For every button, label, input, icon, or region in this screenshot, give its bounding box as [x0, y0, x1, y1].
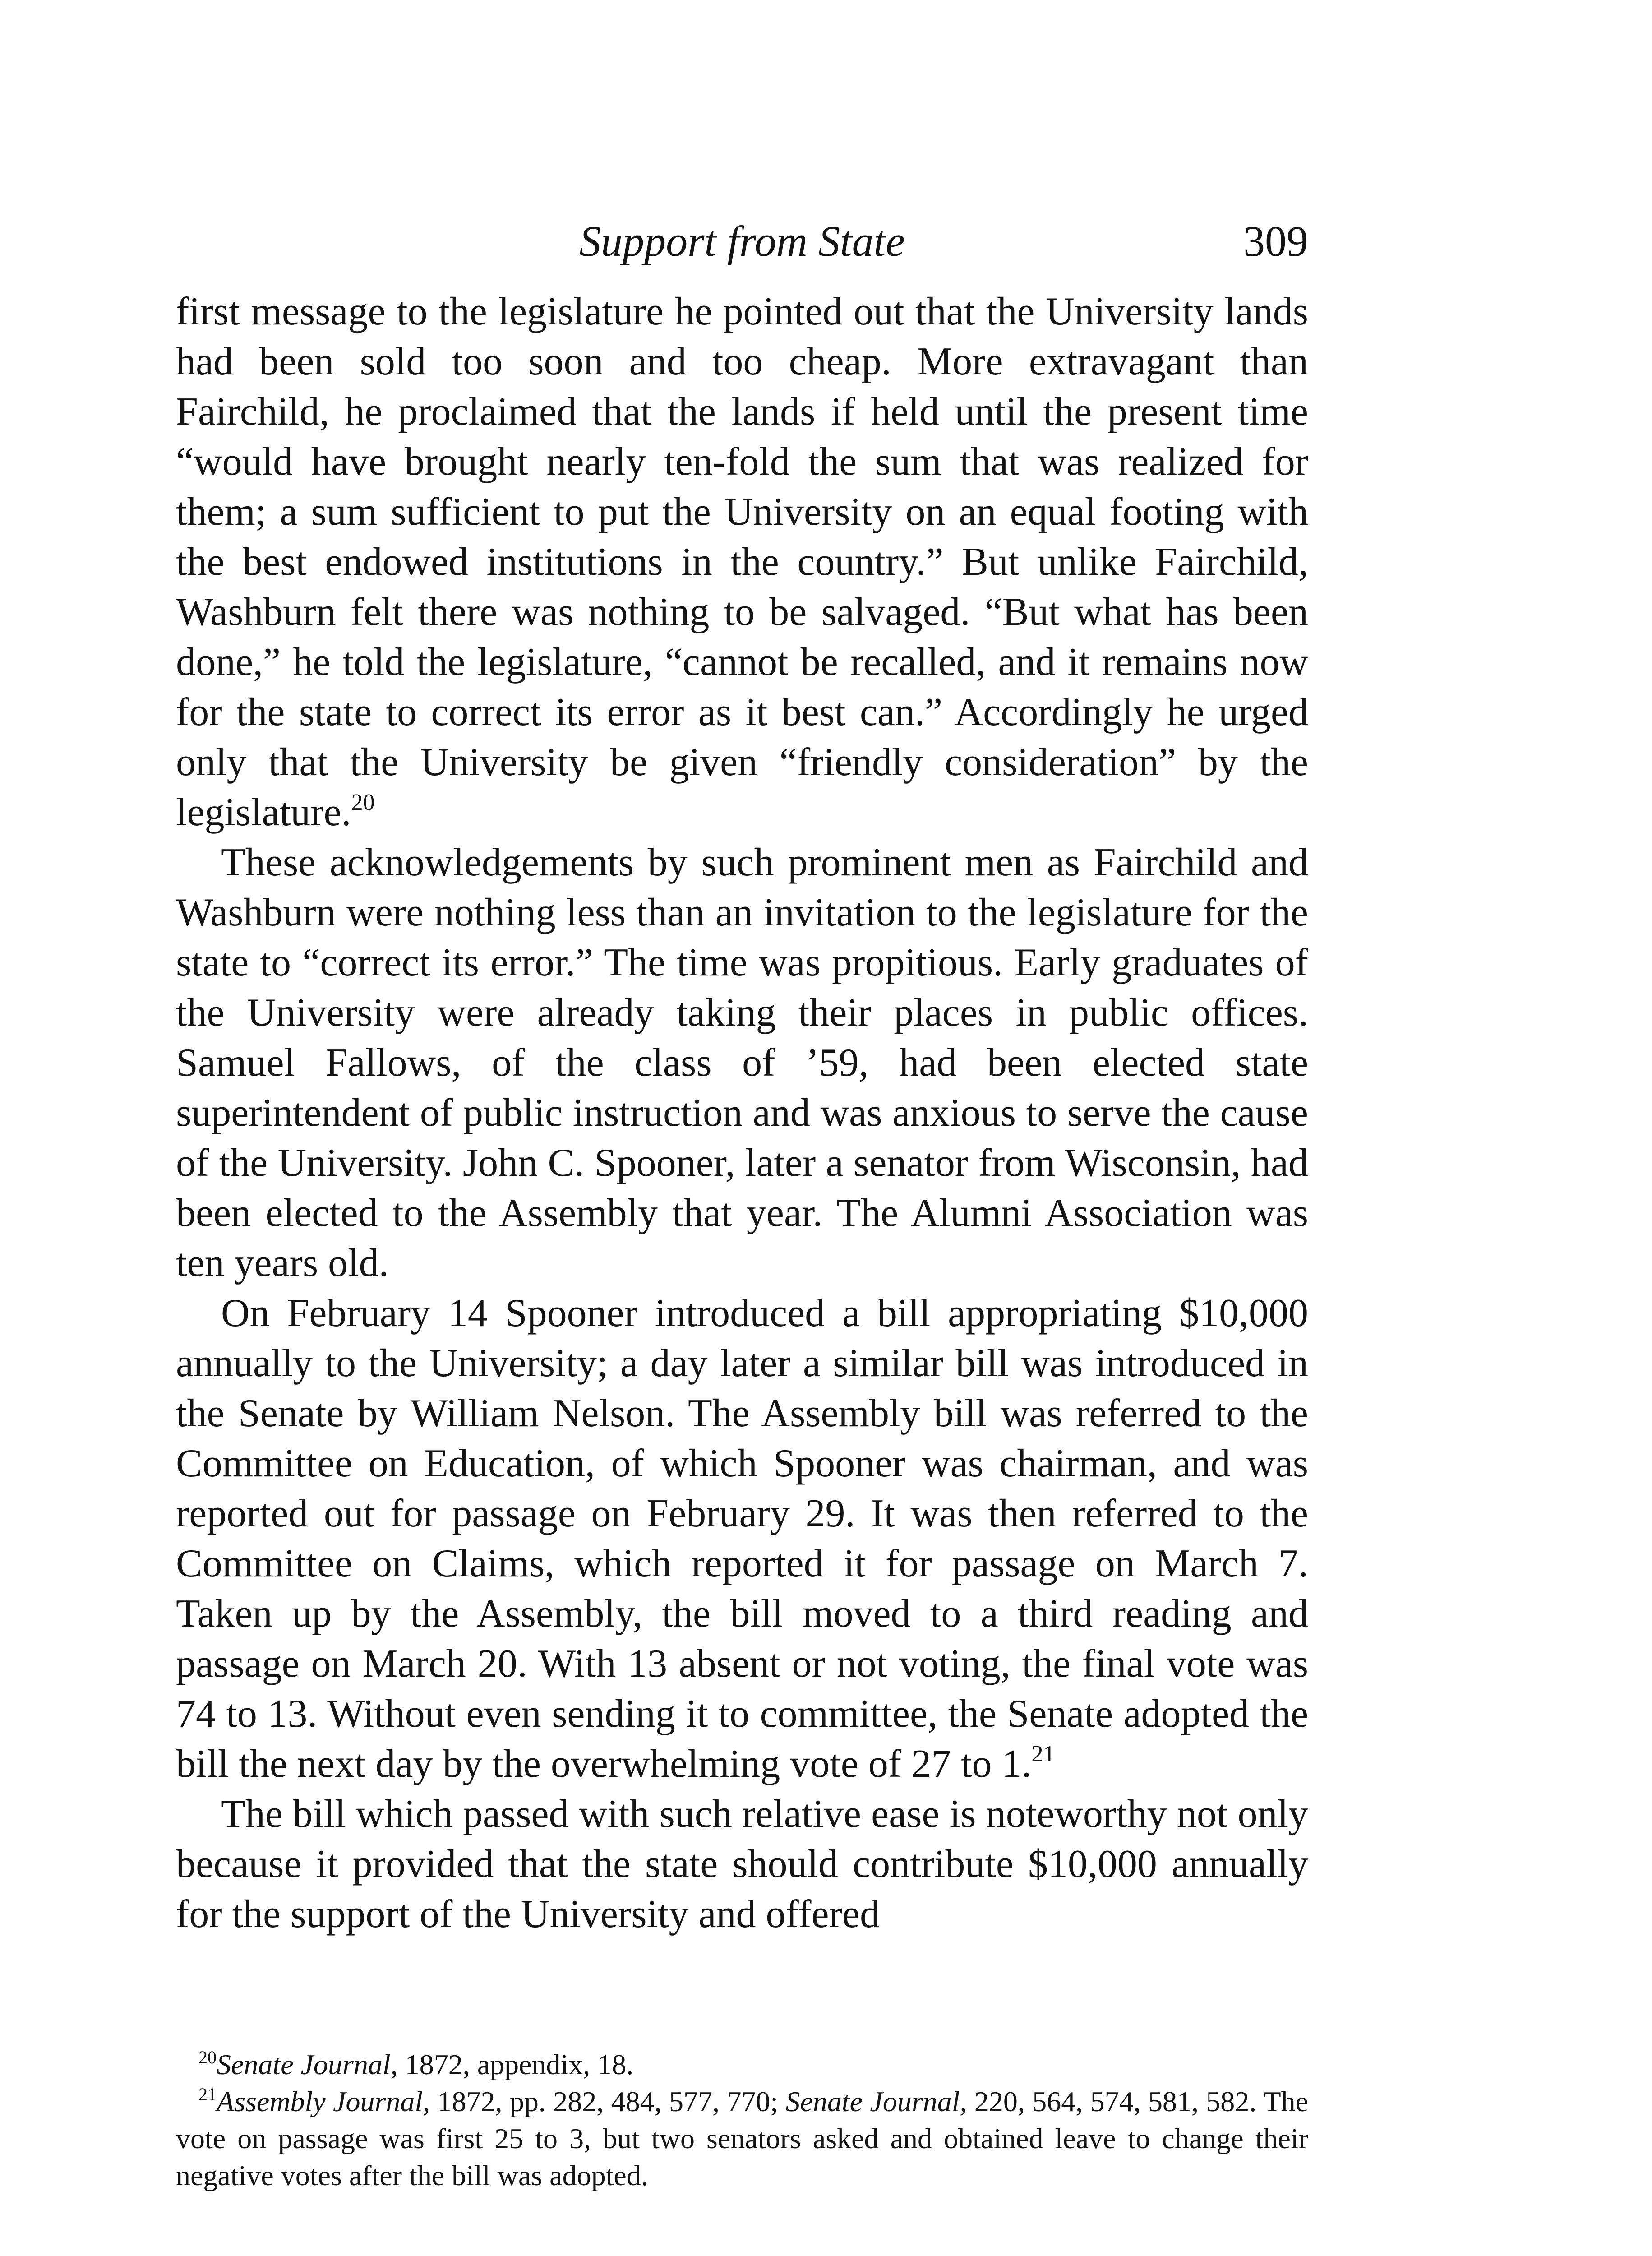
footnote-text: 1872, appendix, 18. [397, 2048, 634, 2080]
paragraph-text: These acknowledgements by such prominent men as Fairchild and Washburn were nothing less than an invitation to the legislature for the state to “correct its error.” The time was propitious. Early graduates of the University were already taking their places in public offices. Samuel Fallows, of the class of ’59, had been elected state superintendent of public instruction and was anxious to serve the cause of the University. John C. Spooner, later a senator from Wisconsin, had been elected to the Assembly that year. The Alumni Association was ten years old. [176, 841, 1308, 1285]
footnote-source: Senate Journal, [785, 2085, 967, 2117]
footnote-source: Assembly Journal, [217, 2085, 430, 2117]
footnote-mark: 21 [198, 2084, 217, 2104]
footnote [176, 2083, 1308, 2194]
paragraph [176, 1288, 1308, 1789]
footnote-text: 220, 564, 574, 581, 582. The vote on passage was first 25 to 3, but two senators asked and obtained leave to change their negative votes after the bill was adopted. [176, 2085, 1309, 2191]
paragraph [176, 837, 1308, 1288]
running-title: Support from State [579, 217, 905, 265]
footnotes [176, 2046, 1308, 2194]
footnote-mark: 20 [198, 2047, 217, 2067]
body-text [176, 287, 1308, 1939]
footnote [176, 2046, 1308, 2083]
footnote-source: Senate Journal, [217, 2048, 398, 2080]
footnote-reference: 21 [1031, 1741, 1055, 1767]
footnote-reference: 20 [351, 790, 375, 815]
paragraph-text: On February 14 Spooner introduced a bill appropriating $10,000 annually to the University; a day later a similar bill was introduced in the Senate by William Nelson. The Assembly bill was referred to the Committee on Education, of which Spooner was chairman, and was reported out for passage on February 29. It was then referred to the Committee on Claims, which reported it for passage on March 7. Taken up by the Assembly, the bill moved to a third reading and passage on March 20. With 13 absent or not voting, the final vote was 74 to 13. Without even sending it to committee, the Senate adopted the bill the next day by the overwhelming vote of 27 to 1. [176, 1291, 1308, 1786]
paragraph [176, 1789, 1308, 1939]
page-number: 309 [1243, 217, 1308, 265]
running-head [176, 205, 1308, 277]
footnote-text: 1872, pp. 282, 484, 577, 770; [430, 2085, 786, 2117]
paragraph [176, 287, 1308, 837]
paragraph-text: The bill which passed with such relative ease is noteworthy not only because it provided that the state should contribute $10,000 annually for the support of the University and offered [176, 1792, 1308, 1936]
paragraph-text: first message to the legislature he pointed out that the University lands had been sold too soon and too cheap. More extravagant than Fairchild, he proclaimed that the lands if held until the present time “would have brought nearly ten-fold the sum that was realized for them; a sum sufficient to put the University on an equal footing with the best endowed institutions in the country.” But unlike Fairchild, Washburn felt there was nothing to be salvaged. “But what has been done,” he told the legislature, “cannot be recalled, and it remains now for the state to correct its error as it best can.” Accordingly he urged only that the University be given “friendly consideration” by the legislature. [176, 290, 1308, 834]
